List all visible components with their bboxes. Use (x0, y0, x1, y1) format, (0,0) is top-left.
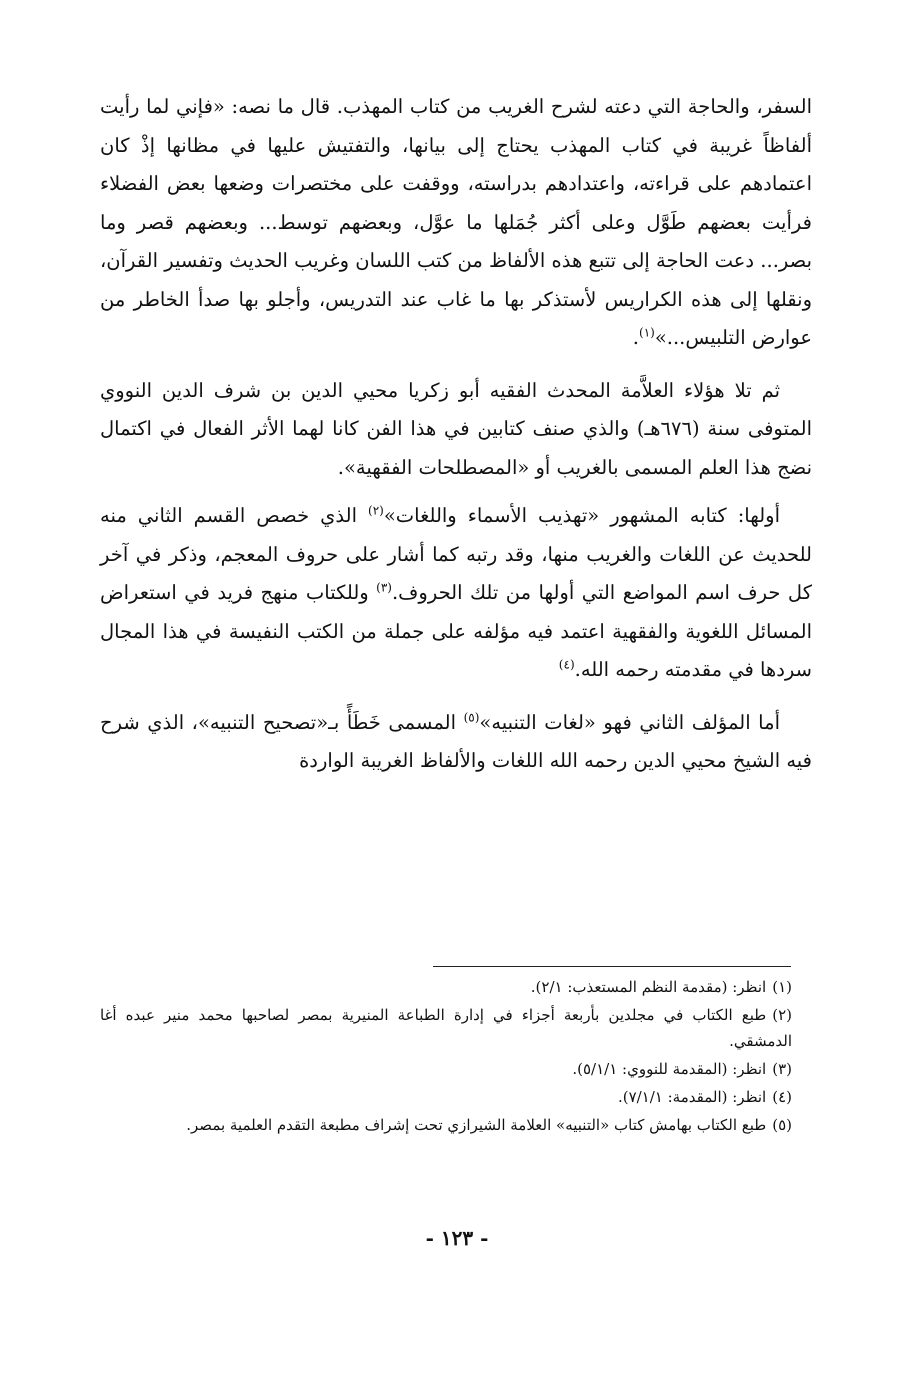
paragraph-1 (100, 88, 812, 358)
footnote-text: انظر: (المقدمة للنووي: ٥/١/١). (572, 1060, 767, 1078)
paragraph-3-text-c: وللكتاب منهج فريد في استعراض المسائل اللغوية والفقهية اعتمد فيه مؤلفه على جملة من الكتب النفيسة في هذا المجال سردها في مقدمته رحمه الله. (100, 581, 812, 681)
footnote-text: انظر: (المقدمة: ٧/١/١). (617, 1088, 767, 1106)
footnote-5 (100, 1112, 792, 1138)
footnotes (100, 972, 792, 1138)
paragraph-4-text-b: المسمى خَطَأً بـ«تصحيح التنبيه»، الذي شرح فيه الشيخ محيي الدين رحمه الله اللغات والألفاظ الغريبة الواردة (100, 710, 812, 772)
footnote-text: انظر: (مقدمة النظم المستعذب: ٢/١). (530, 978, 767, 996)
footnote-number: (١) (772, 978, 792, 996)
paragraph-3-text-a: أولها: كتابه المشهور «تهذيب الأسماء واللغات» (383, 504, 780, 527)
footnote-1 (100, 974, 792, 1000)
footnote-divider (433, 966, 791, 967)
paragraph-2-text: ثم تلا هؤلاء العلاَّمة المحدث الفقيه أبو زكريا محيي الدين بن شرف الدين النووي المتوفى سنة (٦٧٦هـ) والذي صنف كتابين في هذا الفن كانا لهما الأثر الفعال في اكتمال نضج هذا العلم المسمى بالغريب أو «المصطلحات الفقهية». (100, 378, 812, 479)
footnote-number: (٥) (772, 1116, 792, 1134)
paragraph-1-end: . (632, 326, 639, 349)
footnote-ref-1: (١) (639, 325, 655, 340)
paragraph-3 (100, 497, 812, 690)
paragraph-4-text-a: أما المؤلف الثاني فهو «لغات التنبيه» (479, 710, 780, 734)
footnote-number: (٤) (772, 1088, 792, 1106)
footnote-number: (٢) (772, 1006, 792, 1024)
footnote-ref-4: (٤) (558, 657, 575, 672)
paragraph-1-text: السفر، والحاجة التي دعته لشرح الغريب من كتاب المهذب. قال ما نصه: «فإني لما رأيت ألفاظاً غريبة في كتاب المهذب يحتاج إلى بيانها، والتفتيش عليها في مظانها إذْ كان اعتمادهم على قراءته، واعتدادهم بدراسته، ووقفت على مختصرات وضعها بعض الفضلاء فرأيت بعضهم طَوَّل وعلى أكثر جُمَلها ما عوَّل، وبعضهم توسط... وبعضهم قصر وما بصر... دعت الحاجة إلى تتبع هذه الألفاظ من كتب اللسان وغريب الحديث وتفسير القرآن، ونقلها إلى هذه الكراريس لأستذكر بها ما غاب عند التدريس، وأجلو بها صدأ الخاطر من عوارض التلبيس...» (100, 95, 812, 349)
footnote-text: طبع الكتاب في مجلدين بأربعة أجزاء في إدارة الطباعة المنيرية بمصر لصاحبها محمد منير عبده أغا الدمشقي. (100, 1006, 792, 1050)
footnote-4 (100, 1084, 792, 1110)
page-number: - ١٢٣ - (425, 1226, 489, 1250)
paragraph-4 (100, 704, 812, 781)
main-text (100, 88, 812, 781)
footnote-ref-5: (٥) (463, 710, 480, 724)
paragraph-3-text-b: الذي خصص القسم الثاني منه للحديث عن اللغات والغريب منها، وقد رتبه كما أشار على حروف المعجم، وذكر في آخر كل حرف اسم المواضع التي أولها من تلك الحروف. (100, 504, 812, 604)
footnote-3 (100, 1056, 792, 1082)
footnote-number: (٣) (772, 1060, 792, 1078)
footnote-ref-2: (٢) (368, 503, 384, 518)
footnote-2 (100, 1002, 792, 1054)
footnote-text: طبع الكتاب بهامش كتاب «التنبيه» العلامة الشيرازي تحت إشراف مطبعة التقدم العلمية بمصر. (186, 1116, 767, 1134)
footnote-ref-3: (٣) (376, 580, 392, 595)
paragraph-2 (100, 372, 812, 488)
